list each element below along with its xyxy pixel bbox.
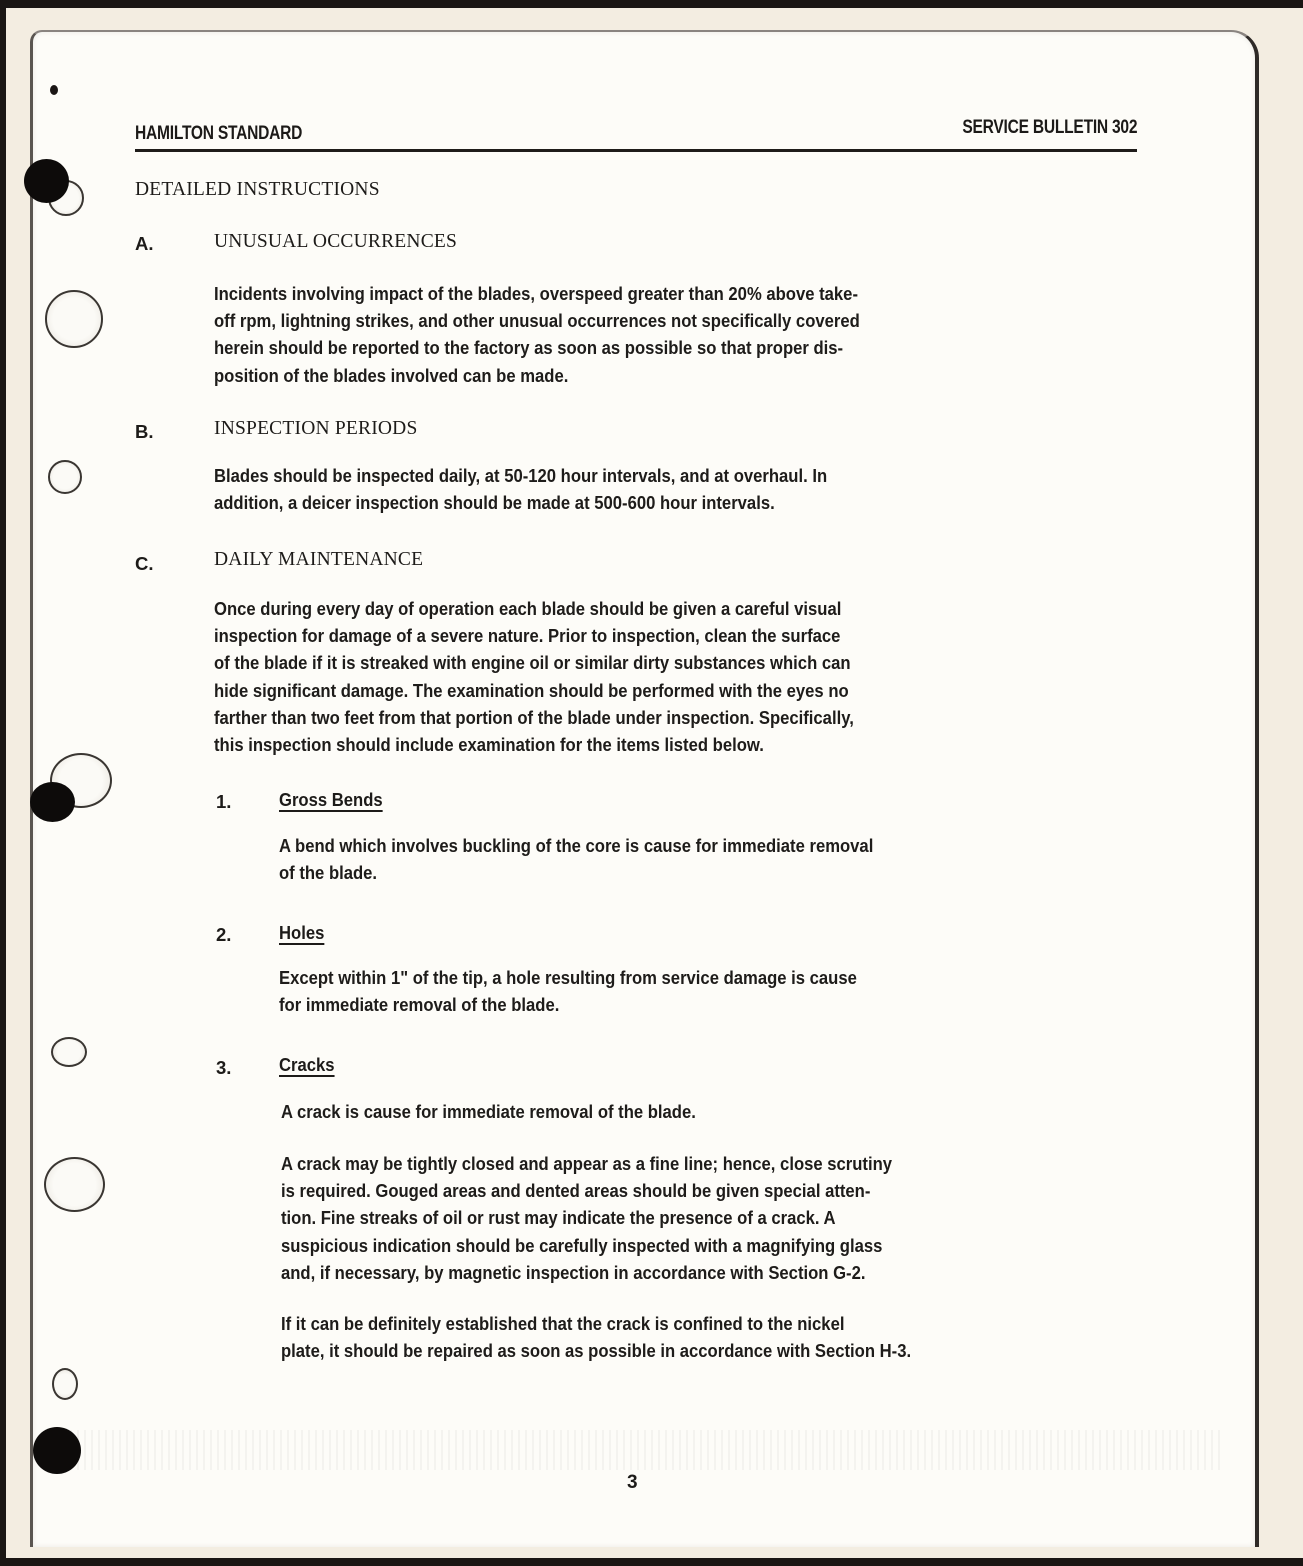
text-line: position of the blades involved can be made.	[214, 364, 569, 386]
text-line: and, if necessary, by magnetic inspection in accordance with Section G-2.	[281, 1261, 866, 1283]
item-paragraph	[281, 1150, 892, 1286]
section-letter: B.	[135, 421, 154, 442]
text-line: addition, a deicer inspection should be made at 500-600 hour intervals.	[214, 492, 775, 514]
text-line: If it can be definitely established that the crack is confined to the nickel	[281, 1313, 845, 1334]
text-line: herein should be reported to the factory as soon as possible so that proper dis-	[214, 337, 844, 359]
text-line: A crack may be tightly closed and appear as a fine line; hence, close scrutiny	[281, 1153, 893, 1174]
text-line: for immediate removal of the blade.	[279, 994, 560, 1016]
punch-blot	[30, 782, 75, 822]
item-paragraph	[281, 1310, 911, 1364]
text-line: tion. Fine streaks of oil or rust may indicate the presence of a crack. A	[281, 1207, 836, 1229]
item-title: Gross Bends	[279, 789, 383, 810]
punch-blot	[24, 159, 69, 203]
page-number: 3	[627, 1472, 638, 1493]
text-line: this inspection should include examination for the items listed below.	[214, 734, 764, 756]
section-paragraph	[214, 280, 860, 389]
section-paragraph	[214, 462, 827, 516]
section-title: DAILY MAINTENANCE	[214, 549, 424, 570]
text-line: off rpm, lightning strikes, and other unusual occurrences not specifically covered	[214, 310, 860, 332]
text-line: suspicious indication should be carefully inspected with a magnifying glass	[281, 1234, 883, 1256]
item-number: 3.	[216, 1057, 232, 1078]
text-line: farther than two feet from that portion of the blade under inspection. Specifically,	[214, 706, 854, 728]
header-divider	[135, 149, 1137, 152]
item-title: Holes	[279, 922, 325, 943]
item-number: 1.	[216, 791, 232, 812]
section-title: INSPECTION PERIODS	[214, 418, 418, 439]
text-line: Except within 1" of the tip, a hole resulting from service damage is cause	[279, 967, 857, 988]
header-company: HAMILTON STANDARD	[135, 123, 303, 144]
section-letter: A.	[135, 233, 154, 254]
text-line: A crack is cause for immediate removal of the blade.	[281, 1101, 696, 1122]
text-line: inspection for damage of a severe nature. Prior to inspection, clean the surface	[214, 625, 841, 647]
punch-hole	[44, 1157, 105, 1212]
item-number: 2.	[216, 924, 232, 945]
document-title: DETAILED INSTRUCTIONS	[135, 179, 380, 200]
text-line: Blades should be inspected daily, at 50-120 hour intervals, and at overhaul. In	[214, 465, 828, 486]
item-paragraph	[279, 964, 857, 1018]
punch-hole	[52, 1368, 78, 1400]
section-title: UNUSUAL OCCURRENCES	[214, 231, 458, 252]
section-paragraph	[214, 595, 854, 758]
text-line: of the blade.	[279, 862, 378, 884]
item-title: Cracks	[279, 1054, 335, 1075]
text-line: Once during every day of operation each blade should be given a careful visual	[214, 598, 842, 619]
text-line: A bend which involves buckling of the core is cause for immediate removal	[279, 835, 874, 856]
text-line: hide significant damage. The examination should be performed with the eyes no	[214, 679, 849, 701]
item-paragraph	[279, 832, 873, 886]
item-paragraph	[281, 1098, 696, 1125]
scan-noise	[70, 1430, 1220, 1470]
punch-hole	[45, 290, 103, 348]
header-bulletin-number: SERVICE BULLETIN 302	[962, 117, 1137, 138]
text-line: of the blade if it is streaked with engine oil or similar dirty substances which can	[214, 652, 851, 674]
text-line: Incidents involving impact of the blades, overspeed greater than 20% above take-	[214, 283, 858, 304]
text-line: is required. Gouged areas and dented areas should be given special atten-	[281, 1180, 871, 1202]
punch-hole	[48, 460, 82, 494]
ink-speck	[50, 85, 58, 95]
text-line: plate, it should be repaired as soon as possible in accordance with Section H-3.	[281, 1340, 912, 1362]
section-letter: C.	[135, 553, 154, 574]
punch-hole	[51, 1037, 87, 1067]
